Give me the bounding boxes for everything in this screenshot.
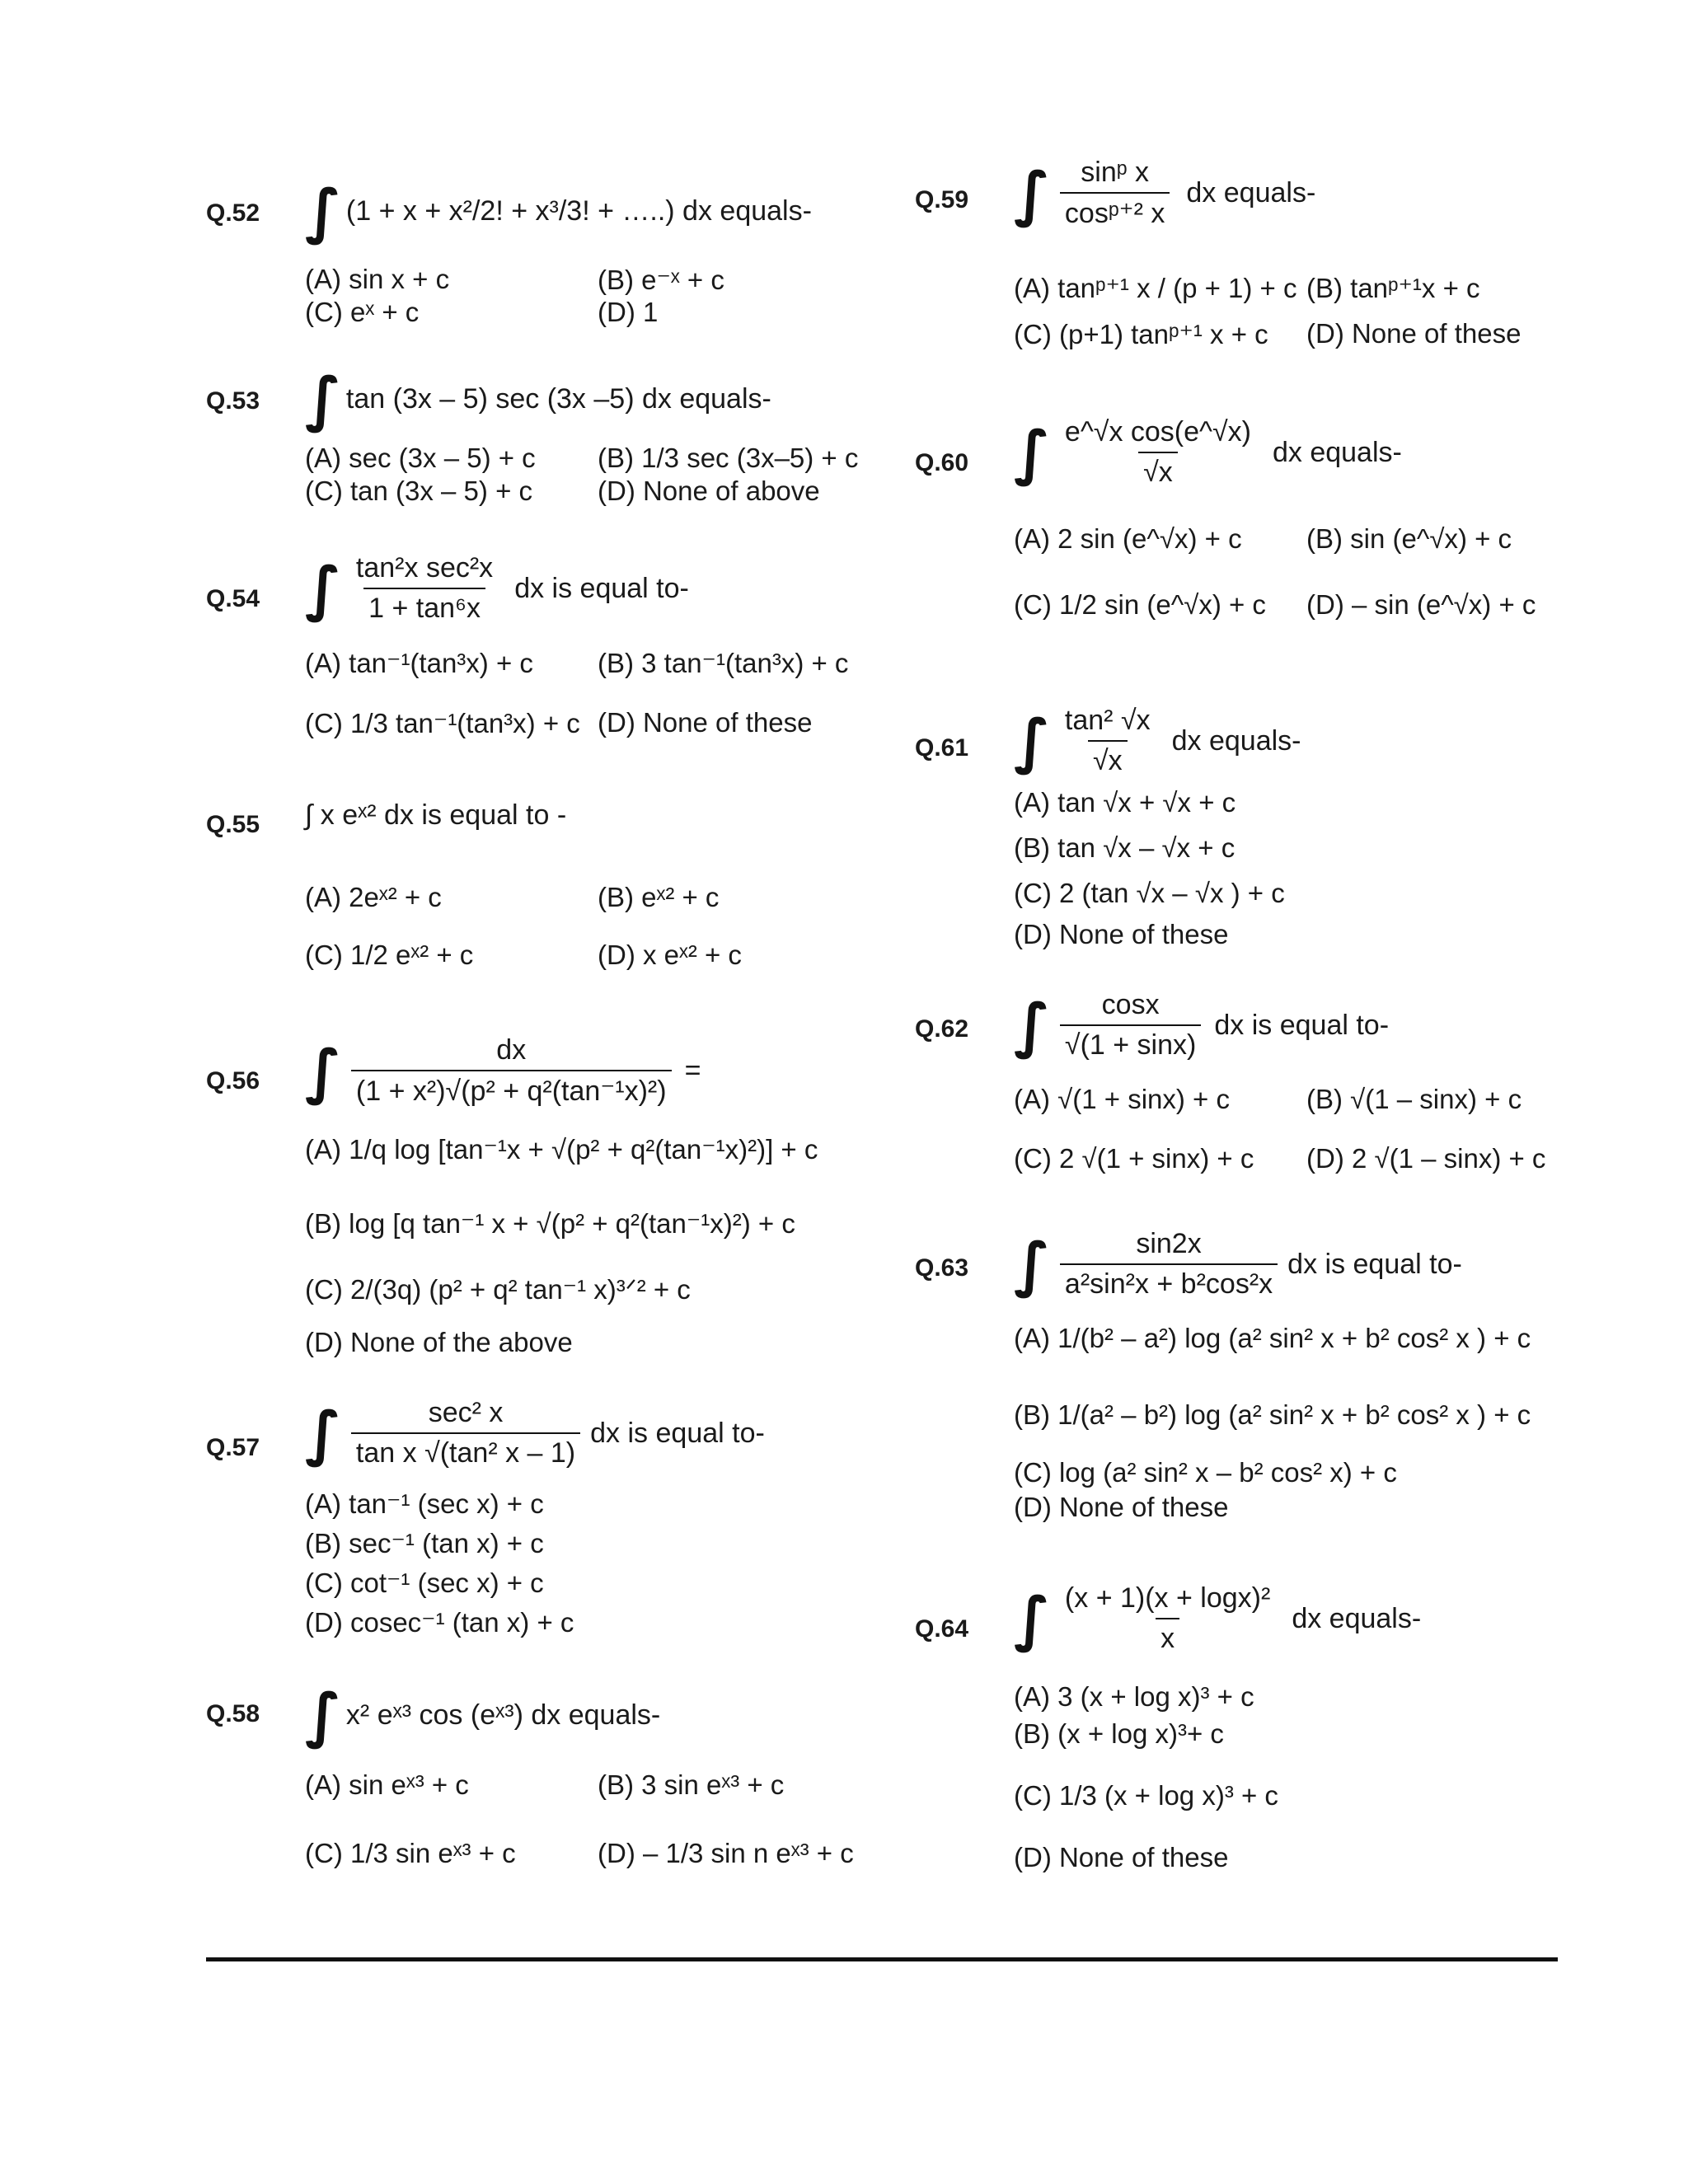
denominator: a²sin²x + b²cos²x bbox=[1060, 1263, 1278, 1301]
option-b[interactable]: (B) √(1 – sinx) + c bbox=[1306, 1084, 1522, 1114]
option-a[interactable]: (A) sin eˣ³ + c bbox=[305, 1769, 469, 1800]
integral-icon: ∫ bbox=[305, 554, 341, 623]
question-number: Q.53 bbox=[206, 387, 260, 415]
question-stem bbox=[305, 1680, 661, 1750]
question-stem bbox=[1014, 1228, 1462, 1301]
option-c[interactable]: (C) 2 (tan √x – √x ) + c bbox=[1014, 878, 1285, 908]
integral-icon: ∫ bbox=[305, 1036, 341, 1106]
question-stem bbox=[305, 552, 689, 625]
option-c[interactable]: (C) 1/3 sin eˣ³ + c bbox=[305, 1838, 516, 1868]
denominator: √(1 + sinx) bbox=[1060, 1024, 1201, 1062]
integral-icon: ∫ bbox=[1014, 1584, 1050, 1653]
option-d[interactable]: (D) None of these bbox=[1306, 318, 1522, 349]
option-d[interactable]: (D) None of these bbox=[1014, 919, 1229, 949]
question-stem bbox=[305, 1397, 765, 1469]
question-number: Q.58 bbox=[206, 1700, 260, 1727]
question-stem: ∫ x eˣ² dx is equal to - bbox=[305, 799, 567, 831]
stem-text: x² eˣ³ cos (eˣ³) dx equals- bbox=[345, 1699, 661, 1731]
option-b[interactable]: (B) 1/3 sec (3x–5) + c bbox=[598, 443, 859, 473]
stem-tail: dx equals- bbox=[1186, 177, 1316, 209]
denominator: (1 + x²)√(p² + q²(tan⁻¹x)²) bbox=[351, 1070, 672, 1108]
integral-icon: ∫ bbox=[1014, 418, 1050, 487]
stem-tail: = bbox=[684, 1055, 701, 1086]
question-stem bbox=[1014, 416, 1402, 489]
option-c[interactable]: (C) log (a² sin² x – b² cos² x) + c bbox=[1014, 1457, 1397, 1488]
integral-icon: ∫ bbox=[1014, 991, 1050, 1060]
numerator: tan² √x bbox=[1064, 705, 1151, 736]
denominator: cosᵖ⁺² x bbox=[1060, 192, 1170, 230]
option-b[interactable]: (B) tanᵖ⁺¹x + c bbox=[1306, 273, 1480, 303]
option-c[interactable]: (C) 1/2 eˣ² + c bbox=[305, 940, 474, 970]
question-number: Q.55 bbox=[206, 811, 260, 838]
option-d[interactable]: (D) x eˣ² + c bbox=[598, 940, 742, 970]
question-number: Q.57 bbox=[206, 1434, 260, 1461]
integral-icon: ∫ bbox=[305, 364, 341, 434]
option-a[interactable]: (A) 2 sin (e^√x) + c bbox=[1014, 523, 1242, 554]
integral-icon: ∫ bbox=[1014, 1230, 1050, 1299]
option-a[interactable]: (A) tanᵖ⁺¹ x / (p + 1) + c bbox=[1014, 273, 1297, 303]
integrand-fraction bbox=[351, 1397, 580, 1469]
option-c[interactable]: (C) 1/3 (x + log x)³ + c bbox=[1014, 1780, 1278, 1811]
integrand-fraction bbox=[351, 1034, 672, 1108]
denominator: 1 + tan⁶x bbox=[363, 588, 485, 625]
numerator: sec² x bbox=[428, 1397, 504, 1428]
question-number: Q.54 bbox=[206, 585, 260, 612]
footer-divider bbox=[206, 1957, 1558, 1961]
option-a[interactable]: (A) 2eˣ² + c bbox=[305, 882, 442, 912]
option-b[interactable]: (B) sin (e^√x) + c bbox=[1306, 523, 1512, 554]
question-number: Q.52 bbox=[206, 199, 260, 227]
option-d[interactable]: (D) 2 √(1 – sinx) + c bbox=[1306, 1143, 1546, 1174]
question-stem bbox=[1014, 157, 1315, 230]
option-b[interactable]: (B) eˣ² + c bbox=[598, 882, 720, 912]
option-d[interactable]: (D) 1 bbox=[598, 297, 659, 327]
option-a[interactable]: (A) 3 (x + log x)³ + c bbox=[1014, 1681, 1254, 1712]
option-b[interactable]: (B) tan √x – √x + c bbox=[1014, 832, 1236, 863]
option-b[interactable]: (B) (x + log x)³+ c bbox=[1014, 1718, 1224, 1749]
question-number: Q.56 bbox=[206, 1067, 260, 1094]
option-d[interactable]: (D) None of above bbox=[598, 476, 820, 506]
option-b[interactable]: (B) 3 tan⁻¹(tan³x) + c bbox=[598, 648, 849, 678]
numerator: (x + 1)(x + logx)² bbox=[1064, 1582, 1271, 1614]
option-a[interactable]: (A) sin x + c bbox=[305, 264, 450, 294]
numerator: sinᵖ x bbox=[1081, 157, 1150, 188]
numerator: dx bbox=[496, 1034, 527, 1066]
option-a[interactable]: (A) √(1 + sinx) + c bbox=[1014, 1084, 1231, 1114]
question-stem bbox=[305, 364, 771, 434]
option-a[interactable]: (A) tan⁻¹ (sec x) + c bbox=[305, 1488, 544, 1519]
option-b[interactable]: (B) log [q tan⁻¹ x + √(p² + q²(tan⁻¹x)²) + c bbox=[305, 1208, 795, 1239]
option-c[interactable]: (C) tan (3x – 5) + c bbox=[305, 476, 533, 506]
option-d[interactable]: (D) None of these bbox=[1014, 1492, 1229, 1522]
stem-tail: dx equals- bbox=[1272, 436, 1402, 468]
option-d[interactable]: (D) – sin (e^√x) + c bbox=[1306, 589, 1536, 620]
option-a[interactable]: (A) sec (3x – 5) + c bbox=[305, 443, 536, 473]
question-number: Q.62 bbox=[915, 1015, 969, 1043]
question-stem bbox=[305, 176, 812, 246]
question-number: Q.60 bbox=[915, 449, 969, 476]
numerator: e^√x cos(e^√x) bbox=[1064, 416, 1251, 448]
numerator: tan²x sec²x bbox=[355, 552, 494, 583]
integrand-fraction bbox=[1060, 1228, 1278, 1301]
stem-text: tan (3x – 5) sec (3x –5) dx equals- bbox=[345, 382, 771, 415]
integral-icon: ∫ bbox=[305, 1680, 341, 1750]
option-a[interactable]: (A) tan⁻¹(tan³x) + c bbox=[305, 648, 533, 678]
question-number: Q.64 bbox=[915, 1615, 969, 1643]
option-c[interactable]: (C) eˣ + c bbox=[305, 297, 420, 327]
stem-tail: dx is equal to- bbox=[1287, 1248, 1462, 1280]
option-d[interactable]: (D) – 1/3 sin n eˣ³ + c bbox=[598, 1838, 854, 1868]
question-stem bbox=[1014, 1582, 1421, 1655]
option-c[interactable]: (C) 2 √(1 + sinx) + c bbox=[1014, 1143, 1254, 1174]
option-b[interactable]: (B) 1/(a² – b²) log (a² sin² x + b² cos² x ) + c bbox=[1014, 1399, 1531, 1430]
question-number: Q.59 bbox=[915, 186, 969, 213]
option-c[interactable]: (C) 1/3 tan⁻¹(tan³x) + c bbox=[305, 708, 580, 738]
stem-text: (1 + x + x²/2! + x³/3! + …..) dx equals- bbox=[345, 194, 812, 227]
option-c[interactable]: (C) cot⁻¹ (sec x) + c bbox=[305, 1568, 544, 1598]
option-a[interactable]: (A) 1/q log [tan⁻¹x + √(p² + q²(tan⁻¹x)²)] + c bbox=[305, 1134, 818, 1165]
question-number: Q.61 bbox=[915, 734, 969, 762]
option-d[interactable]: (D) None of these bbox=[598, 707, 813, 738]
numerator: cosx bbox=[1101, 989, 1160, 1020]
option-a[interactable]: (A) 1/(b² – a²) log (a² sin² x + b² cos² x ) + c bbox=[1014, 1323, 1531, 1353]
denominator: tan x √(tan² x – 1) bbox=[351, 1432, 580, 1469]
question-number: Q.63 bbox=[915, 1254, 969, 1282]
option-c[interactable]: (C) (p+1) tanᵖ⁺¹ x + c bbox=[1014, 319, 1268, 349]
option-d[interactable]: (D) cosec⁻¹ (tan x) + c bbox=[305, 1607, 574, 1638]
numerator: sin2x bbox=[1136, 1228, 1202, 1259]
stem-tail: dx equals- bbox=[1171, 724, 1301, 757]
denominator: x bbox=[1156, 1618, 1179, 1655]
denominator: √x bbox=[1138, 452, 1178, 489]
stem-tail: dx is equal to- bbox=[590, 1417, 765, 1449]
option-d[interactable]: (D) None of the above bbox=[305, 1327, 573, 1357]
integral-icon: ∫ bbox=[305, 1399, 341, 1468]
question-stem bbox=[1014, 705, 1301, 777]
question-stem bbox=[1014, 989, 1389, 1062]
integral-icon: ∫ bbox=[305, 176, 341, 246]
denominator: √x bbox=[1088, 740, 1128, 777]
stem-tail: dx is equal to- bbox=[1214, 1009, 1390, 1041]
option-c[interactable]: (C) 2/(3q) (p² + q² tan⁻¹ x)³ᐟ² + c bbox=[305, 1274, 691, 1305]
integrand-fraction bbox=[351, 552, 498, 625]
option-b[interactable]: (B) 3 sin eˣ³ + c bbox=[598, 1769, 785, 1800]
question-stem bbox=[305, 1034, 701, 1108]
stem-tail: dx is equal to- bbox=[514, 572, 689, 604]
integrand-fraction bbox=[1060, 157, 1170, 230]
integral-icon: ∫ bbox=[1014, 706, 1050, 776]
option-b[interactable]: (B) e⁻ˣ + c bbox=[598, 265, 724, 295]
integrand-fraction bbox=[1060, 416, 1256, 489]
option-b[interactable]: (B) sec⁻¹ (tan x) + c bbox=[305, 1528, 544, 1558]
integrand-fraction bbox=[1060, 705, 1156, 777]
integral-icon: ∫ bbox=[1014, 158, 1050, 228]
option-c[interactable]: (C) 1/2 sin (e^√x) + c bbox=[1014, 589, 1266, 620]
option-d[interactable]: (D) None of these bbox=[1014, 1842, 1229, 1872]
integrand-fraction bbox=[1060, 989, 1201, 1062]
integrand-fraction bbox=[1060, 1582, 1275, 1655]
option-a[interactable]: (A) tan √x + √x + c bbox=[1014, 787, 1236, 818]
stem-tail: dx equals- bbox=[1292, 1602, 1422, 1634]
